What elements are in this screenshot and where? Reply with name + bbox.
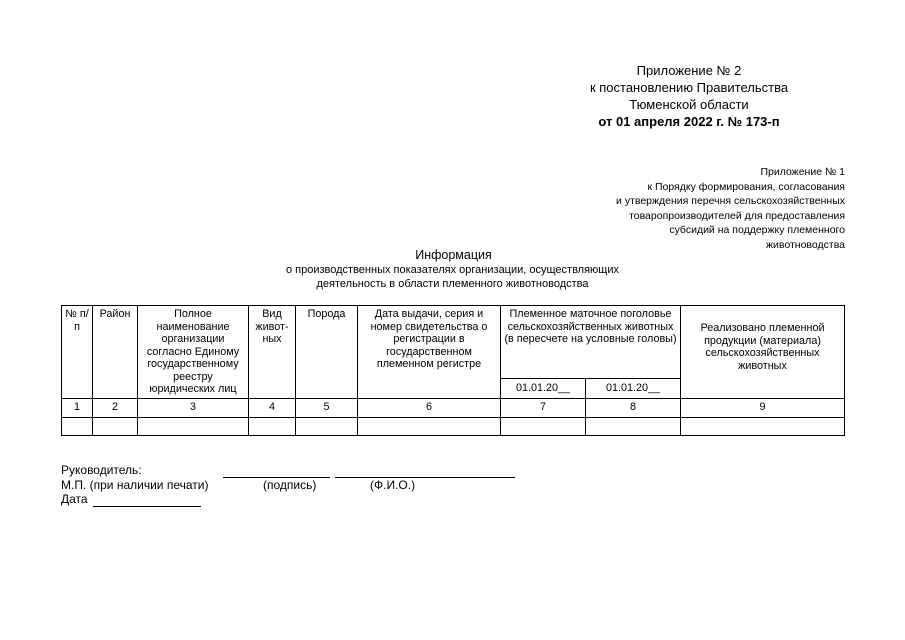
table-header-row: [62, 306, 845, 379]
stamp-row: [61, 477, 416, 493]
column-number: 1: [62, 398, 93, 417]
stamp-label: М.П. (при наличии печати): [61, 477, 209, 492]
table-number-row: [62, 398, 845, 417]
header-region: Тюменской области: [629, 97, 749, 112]
signature-caption: (подпись): [263, 477, 317, 492]
form-title-subtitle-2: деятельность в области племенного животноводства: [316, 278, 589, 290]
header-date-2: 01.01.20__: [586, 379, 681, 399]
empty-cell[interactable]: [62, 417, 93, 435]
form-title-heading: Информация: [415, 248, 492, 262]
header-certificate: Дата выдачи, серия и номер свидетельства о регистрации в государственном племенном регистре: [358, 306, 501, 399]
header-animal-type: Вид живот-ных: [249, 306, 296, 399]
column-number: 4: [249, 398, 296, 417]
header-date-1: 01.01.20__: [501, 379, 586, 399]
form-title-subtitle-1: о производственных показателях организации, осуществляющих: [285, 264, 619, 276]
header-district: Район: [93, 306, 138, 399]
empty-cell[interactable]: [93, 417, 138, 435]
column-number: 2: [93, 398, 138, 417]
date-label: Дата: [61, 492, 88, 506]
fio-caption: (Ф.И.О.): [370, 477, 416, 492]
column-number: 7: [501, 398, 586, 417]
column-number: 5: [296, 398, 358, 417]
manager-label: Руководитель:: [61, 463, 142, 477]
header-breeding-stock: Племенное маточное поголовье сельскохозяйственных животных (в пересчете на условные головы): [501, 306, 681, 379]
empty-cell[interactable]: [138, 417, 249, 435]
header-resolution-date: от 01 апреля 2022 г. № 173-п: [598, 114, 780, 129]
header-breed: Порода: [296, 306, 358, 399]
header-sold-products: Реализовано племенной продукции (материала) сельскохозяйственных животных: [681, 306, 845, 399]
appendix-line-3: и утверждения перечня сельскохозяйственных: [616, 195, 845, 207]
document-header: [539, 62, 839, 130]
appendix-line-5: субсидий на поддержку племенного: [669, 224, 845, 236]
empty-cell[interactable]: [681, 417, 845, 435]
empty-cell[interactable]: [249, 417, 296, 435]
signature-line[interactable]: [223, 477, 330, 478]
appendix-line-6: животноводства: [766, 238, 845, 251]
empty-cell[interactable]: [501, 417, 586, 435]
header-number: № п/п: [62, 306, 93, 399]
appendix-line-2: к Порядку формирования, согласования: [647, 180, 845, 193]
production-indicators-table: [61, 305, 845, 436]
signature-block: [61, 463, 416, 507]
empty-cell[interactable]: [586, 417, 681, 435]
column-number: 9: [681, 398, 845, 417]
column-number: 8: [586, 398, 681, 417]
header-resolution-ref: к постановлению Правительства: [589, 80, 789, 95]
fio-line[interactable]: [335, 477, 515, 478]
date-line[interactable]: [93, 506, 201, 507]
header-organization-name: Полное наименование организации согласно Единому государственному реестру юридических лиц: [138, 306, 249, 399]
column-number: 6: [358, 398, 501, 417]
table-empty-row: [62, 417, 845, 435]
header-appendix-number: Приложение № 2: [636, 63, 742, 78]
appendix-line-4: товаропроизводителей для предоставления: [629, 209, 845, 222]
form-title: [0, 248, 905, 291]
appendix-line-1: Приложение № 1: [760, 166, 845, 178]
column-number: 3: [138, 398, 249, 417]
appendix-reference: [515, 165, 845, 252]
empty-cell[interactable]: [358, 417, 501, 435]
empty-cell[interactable]: [296, 417, 358, 435]
